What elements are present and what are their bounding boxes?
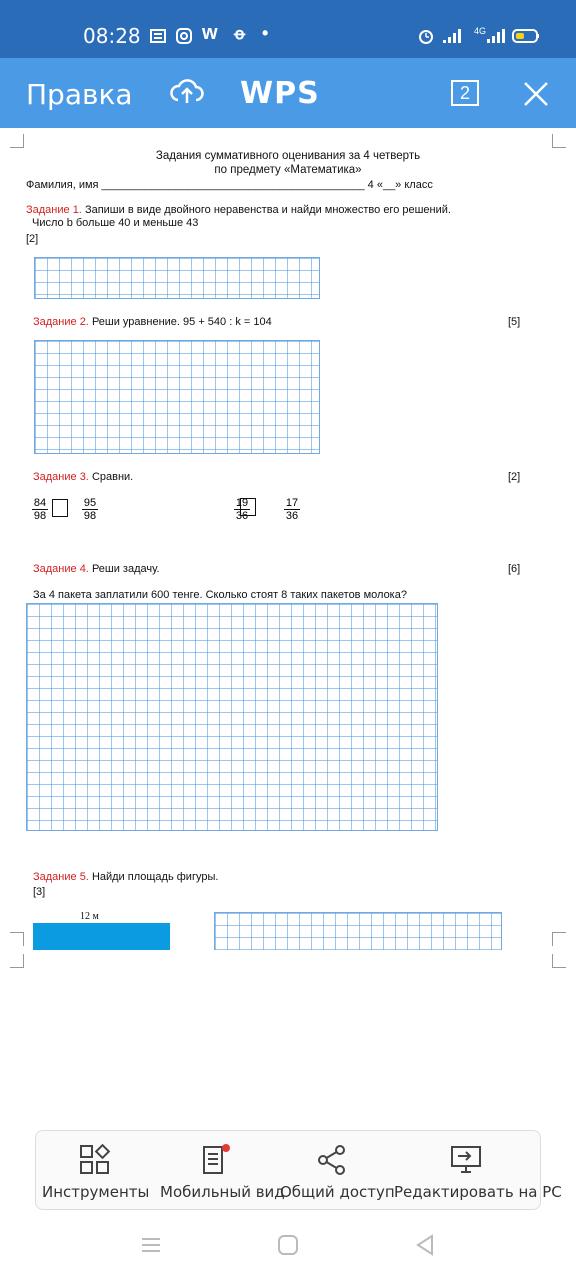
figure-label: 12 м (80, 911, 99, 922)
task1-subtext: Число b больше 40 и меньше 43 (32, 217, 199, 229)
task4-label: Задание 4. (33, 563, 89, 575)
document-page[interactable] (0, 128, 576, 950)
task5-title (33, 871, 218, 883)
page-corner (10, 134, 24, 148)
task2-text: Реши уравнение. 95 + 540 : k = 104 (91, 316, 272, 328)
status-bar (0, 0, 576, 60)
fraction (284, 497, 300, 522)
task5-score: [3] (33, 886, 46, 898)
task4-text: Реши задачу. (91, 563, 160, 575)
share-icon (315, 1143, 349, 1177)
task4-answer-grid[interactable] (26, 603, 438, 831)
task5-answer-grid[interactable] (214, 912, 502, 950)
bottom-toolbar (35, 1130, 562, 1210)
page-corner (10, 932, 24, 946)
signal-icon (442, 28, 464, 44)
compare-box[interactable] (52, 499, 68, 517)
page-corner (552, 954, 566, 968)
task5-text: Найди площадь фигуры. (91, 871, 219, 883)
heading-line1: Задания суммативного оценивания за 4 четверть (155, 150, 421, 162)
cloud-upload-icon[interactable] (170, 78, 204, 106)
task2-title (33, 316, 272, 328)
fraction-numerator: 19 (235, 497, 249, 509)
fraction-denominator: 98 (33, 510, 47, 522)
figure-rectangle (33, 923, 170, 950)
page-corner (552, 932, 566, 946)
fraction-numerator: 95 (83, 497, 97, 509)
close-icon[interactable] (522, 80, 550, 108)
edit-button[interactable]: Правка (26, 78, 133, 111)
task3-text: Сравни. (91, 471, 134, 483)
4g-label: 4G (474, 26, 487, 36)
odnoklassniki-icon: ꝋ (234, 26, 246, 43)
edit-on-pc-icon (449, 1143, 483, 1177)
4g-signal-icon (486, 28, 506, 44)
name-line: Фамилия, имя ___________________________________________ 4 «__» класс (26, 179, 433, 191)
notes-icon (150, 28, 166, 44)
task1-title (26, 204, 451, 216)
fraction-denominator: 98 (83, 510, 97, 522)
fraction (32, 497, 48, 522)
edit-on-pc-button[interactable] (394, 1131, 562, 1211)
task1-text: Запиши в виде двойного неравенства и найди множество его решений. (84, 204, 451, 216)
task3-title (33, 471, 133, 483)
wps-logo: WPS (240, 76, 320, 111)
tools-label: Инструменты (42, 1183, 150, 1201)
menu-icon[interactable] (140, 1234, 162, 1256)
task1-answer-grid[interactable] (34, 257, 320, 299)
task4-score: [6] (508, 563, 521, 575)
task4-title (33, 563, 160, 575)
page-corner (10, 954, 24, 968)
page-count: 2 (459, 83, 470, 103)
task5-label: Задание 5. (33, 871, 89, 883)
task1-score: [2] (26, 233, 39, 245)
fraction-denominator: 36 (235, 510, 249, 522)
task2-answer-grid[interactable] (34, 340, 320, 454)
page-count-button[interactable] (451, 80, 479, 106)
home-icon[interactable] (277, 1234, 299, 1256)
wattpad-icon: w (202, 22, 218, 44)
task1-label: Задание 1. (26, 204, 82, 216)
alarm-icon (418, 28, 434, 44)
fraction (82, 497, 98, 522)
system-nav-bar (0, 1212, 576, 1280)
share-label: Общий доступ (280, 1183, 395, 1201)
mobile-view-label: Мобильный вид (160, 1183, 285, 1201)
app-bar (0, 58, 576, 128)
page-corner (552, 134, 566, 148)
heading-line2: по предмету «Математика» (214, 164, 362, 176)
fraction-denominator: 36 (285, 510, 299, 522)
instagram-icon (176, 28, 192, 44)
dot-icon: • (262, 23, 269, 43)
tools-button[interactable] (42, 1131, 148, 1211)
compare-box[interactable] (240, 498, 256, 516)
task3-label: Задание 3. (33, 471, 89, 483)
edit-on-pc-label: Редактировать на PC (394, 1183, 562, 1201)
back-icon[interactable] (414, 1234, 436, 1256)
task4-problem: За 4 пакета заплатили 600 тенге. Сколько стоят 8 таких пакетов молока? (33, 589, 407, 601)
mobile-view-icon (198, 1143, 232, 1177)
battery-icon (512, 28, 540, 44)
status-time: 08:28 (83, 24, 141, 48)
task2-score: [5] (508, 316, 521, 328)
mobile-view-button[interactable] (160, 1131, 285, 1211)
task3-score: [2] (508, 471, 521, 483)
task2-label: Задание 2. (33, 316, 89, 328)
fraction-numerator: 17 (285, 497, 299, 509)
fraction-numerator: 84 (33, 497, 47, 509)
share-button[interactable] (280, 1131, 395, 1211)
tools-icon (78, 1143, 112, 1177)
